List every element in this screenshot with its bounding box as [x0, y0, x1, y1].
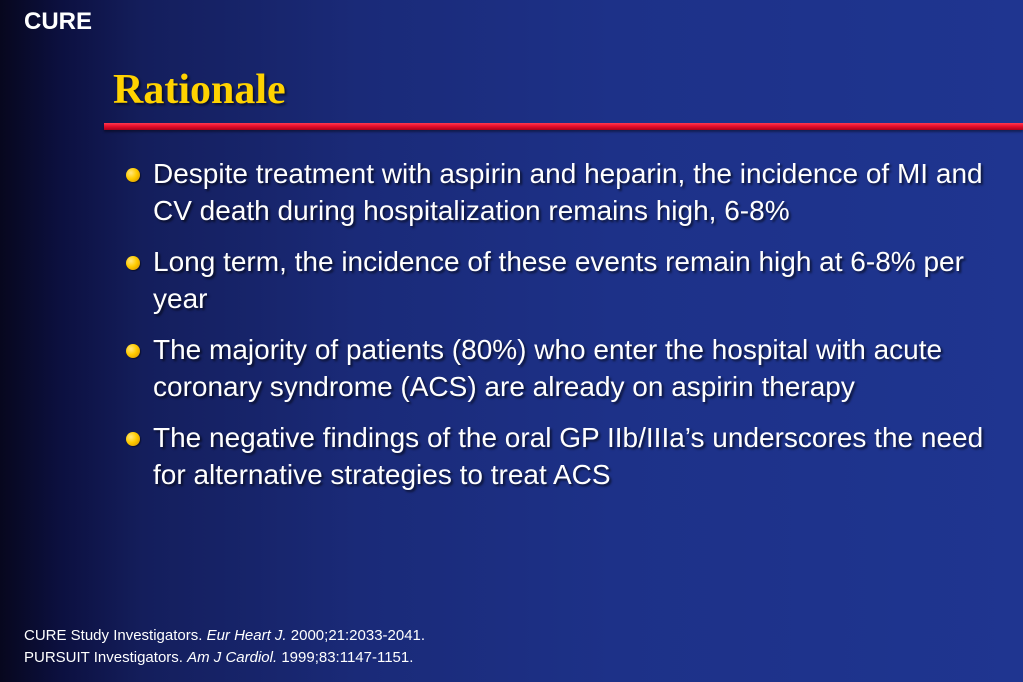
bullet-text: Long term, the incidence of these events remain high at 6-8% per year — [153, 246, 964, 314]
title-divider — [104, 123, 1023, 130]
reference-citation: 1999;83:1147-1151. — [277, 649, 414, 666]
bullet-item — [125, 419, 1005, 493]
bullet-item — [125, 155, 1005, 229]
bullet-dot-icon — [126, 344, 140, 358]
reference-citation: 2000;21:2033-2041. — [286, 627, 426, 644]
slide-title: Rationale — [113, 67, 286, 113]
bullet-item — [125, 331, 1005, 405]
bullet-text: The negative findings of the oral GP IIb/IIIa’s underscores the need for alternative strategies to treat ACS — [153, 422, 984, 490]
bullet-list — [125, 155, 1005, 507]
reference-authors: PURSUIT Investigators. — [24, 649, 188, 666]
bullet-dot-icon — [126, 432, 140, 446]
references — [24, 625, 425, 669]
reference-journal: Eur Heart J. — [206, 627, 287, 644]
reference-journal: Am J Cardiol. — [187, 649, 278, 666]
reference-authors: CURE Study Investigators. — [24, 627, 207, 644]
bullet-item — [125, 243, 1005, 317]
bullet-text: Despite treatment with aspirin and heparin, the incidence of MI and CV death during hospitalization remains high, 6-8% — [153, 158, 983, 226]
bullet-text: The majority of patients (80%) who enter the hospital with acute coronary syndrome (ACS) are already on aspirin therapy — [153, 334, 943, 402]
reference-line — [24, 625, 425, 647]
reference-line — [24, 647, 425, 669]
study-tag: CURE — [24, 8, 93, 35]
bullet-dot-icon — [126, 168, 140, 182]
bullet-dot-icon — [126, 256, 140, 270]
